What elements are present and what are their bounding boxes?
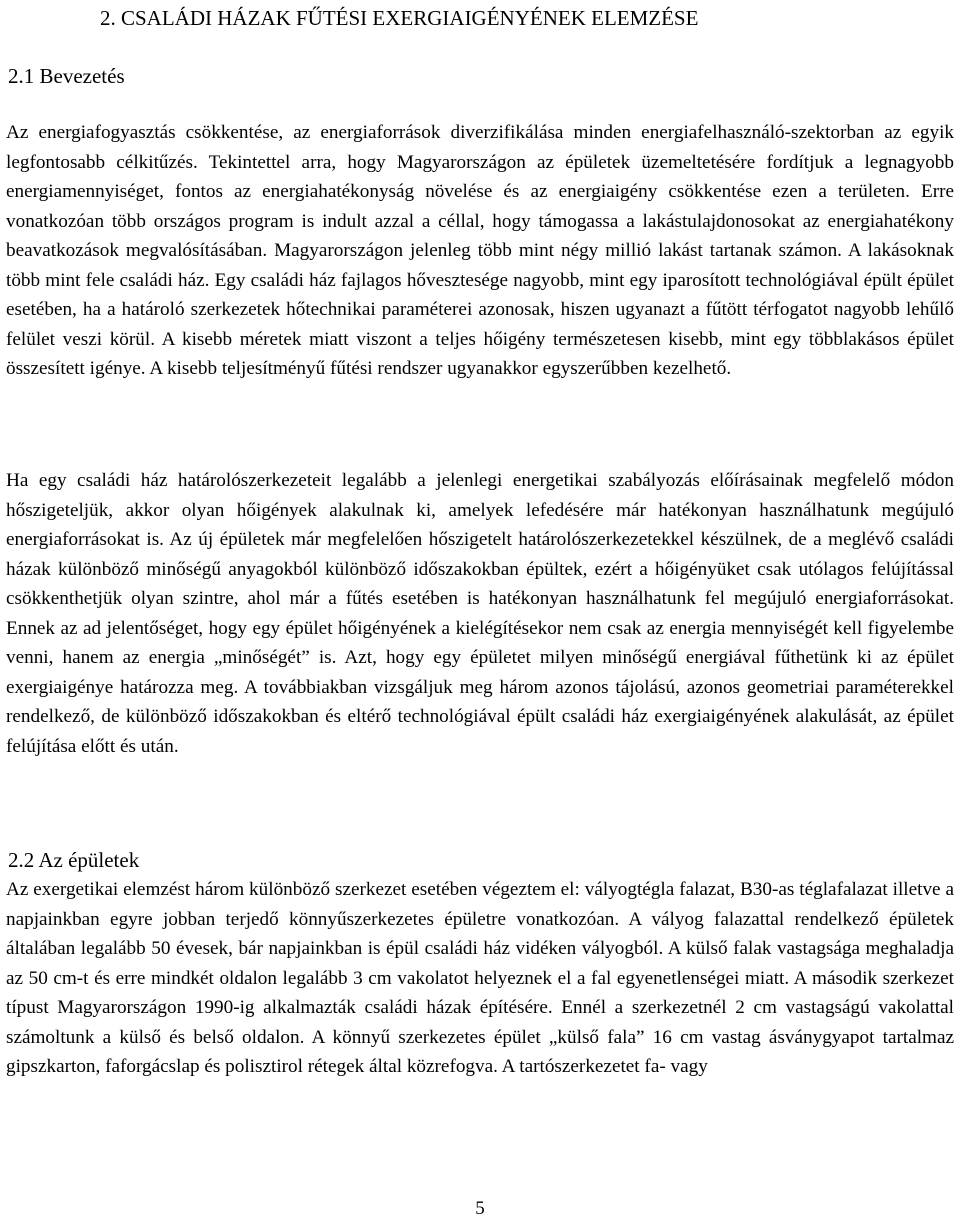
paragraph-buildings-1: Az exergetikai elemzést három különböző szerkezet esetében végeztem el: vályogtégla falazat, B30-as téglafalazat illetve a napjainkban egyre jobban terjedő könnyűszerkezetes épületre vonatkozóan. A vályog falazattal rendelkező épületek általában legalább 50 évesek, bár napjainkban is épül családi ház vidéken vályogból. A külső falak vastagsága meghaladja az 50 cm-t és erre mindkét oldalon legalább 3 cm vakolatot helyeznek el a fal egyenetlenségei miatt. A második szerkezet típust Magyarországon 1990-ig alkalmazták családi házak építésére. Ennél a szerkezetnél 2 cm vastagságú vakolattal számoltunk a külső és belső oldalon. A könnyű szerkezetes épület „külső fala” 16 cm vastag ásványgyapot tartalmaz gipszkarton, faforgácslap és polisztirol rétegek által közrefogva. A tartószerkezetet fa- vagy <box>6 879 954 1077</box>
section-heading-introduction: 2.1 Bevezetés <box>8 64 125 88</box>
paragraph-introduction-2: Ha egy családi ház határolószerkezeteit legalább a jelenlegi energetikai szabályozás előírásainak megfelelő módon hőszigeteljük, akkor olyan hőigények alakulnak ki, amelyek lefedésére már hatékonyan használhatunk megújuló energiaforrásokat is. Az új épületek már megfelelően hőszigetelt határolószerkezetekkel készülnek, de a meglévő családi házak különböző minőségű anyagokból különböző időszakokban épültek, ezért a hőigényüket csak utólagos felújítással csökkenthetjük olyan szintre, ahol már a fűtés esetében is hatékonyan használhatunk fel megújuló energiaforrásokat. Ennek az ad jelentőséget, hogy egy épület hőigényének a kielégítésekor nem csak az energia mennyiségét kell figyelembe venni, hanem az energia „minőségét” is. Azt, hogy egy épületet milyen minőségű energiával fűthetünk ki az épület exergiaigénye határozza meg. A továbbiakban vizsgáljuk meg három azonos tájolású, azonos geometriai paraméterekkel rendelkező, de különböző időszakokban és eltérő technológiával épült családi ház exergiaigényének alakulását, az épület felújítása előtt és után. <box>6 470 954 757</box>
section-heading-buildings: 2.2 Az épületek <box>8 848 140 872</box>
page-number: 5 <box>475 1198 485 1219</box>
paragraph-introduction-1: Az energiafogyasztás csökkentése, az energiaforrások diverzifikálása minden energiafelhasználó-szektorban az egyik legfontosabb célkitűzés. Tekintettel arra, hogy Magyarországon az épületek üzemeltetésére fordítjuk a legnagyobb energiamennyiséget, fontos az energiahatékonyság növelése és az energiaigény csökkentése ezen a területen. Erre vonatkozóan több országos program is indult azzal a céllal, hogy támogassa a lakástulajdonosokat az energiahatékony beavatkozások megvalósításában. Magyarországon jelenleg több mint négy millió lakást tartanak számon. A lakásoknak több mint fele családi ház. Egy családi ház fajlagos hővesztesége nagyobb, mint egy iparosított technológiával épült épület esetében, ha a határoló szerkezetek hőtechnikai paraméterei azonosak, hiszen ugyanazt a fűtött térfogatot nagyobb lehűlő felület veszi körül. A kisebb méretek miatt viszont a teljes hőigény természetesen kisebb, mint egy többlakásos épület összesített igénye. A kisebb teljesítményű fűtési rendszer ugyanakkor egyszerűbben kezelhető. <box>6 122 954 379</box>
chapter-title: 2. CSALÁDI HÁZAK FŰTÉSI EXERGIAIGÉNYÉNEK ELEMZÉSE <box>100 6 699 30</box>
